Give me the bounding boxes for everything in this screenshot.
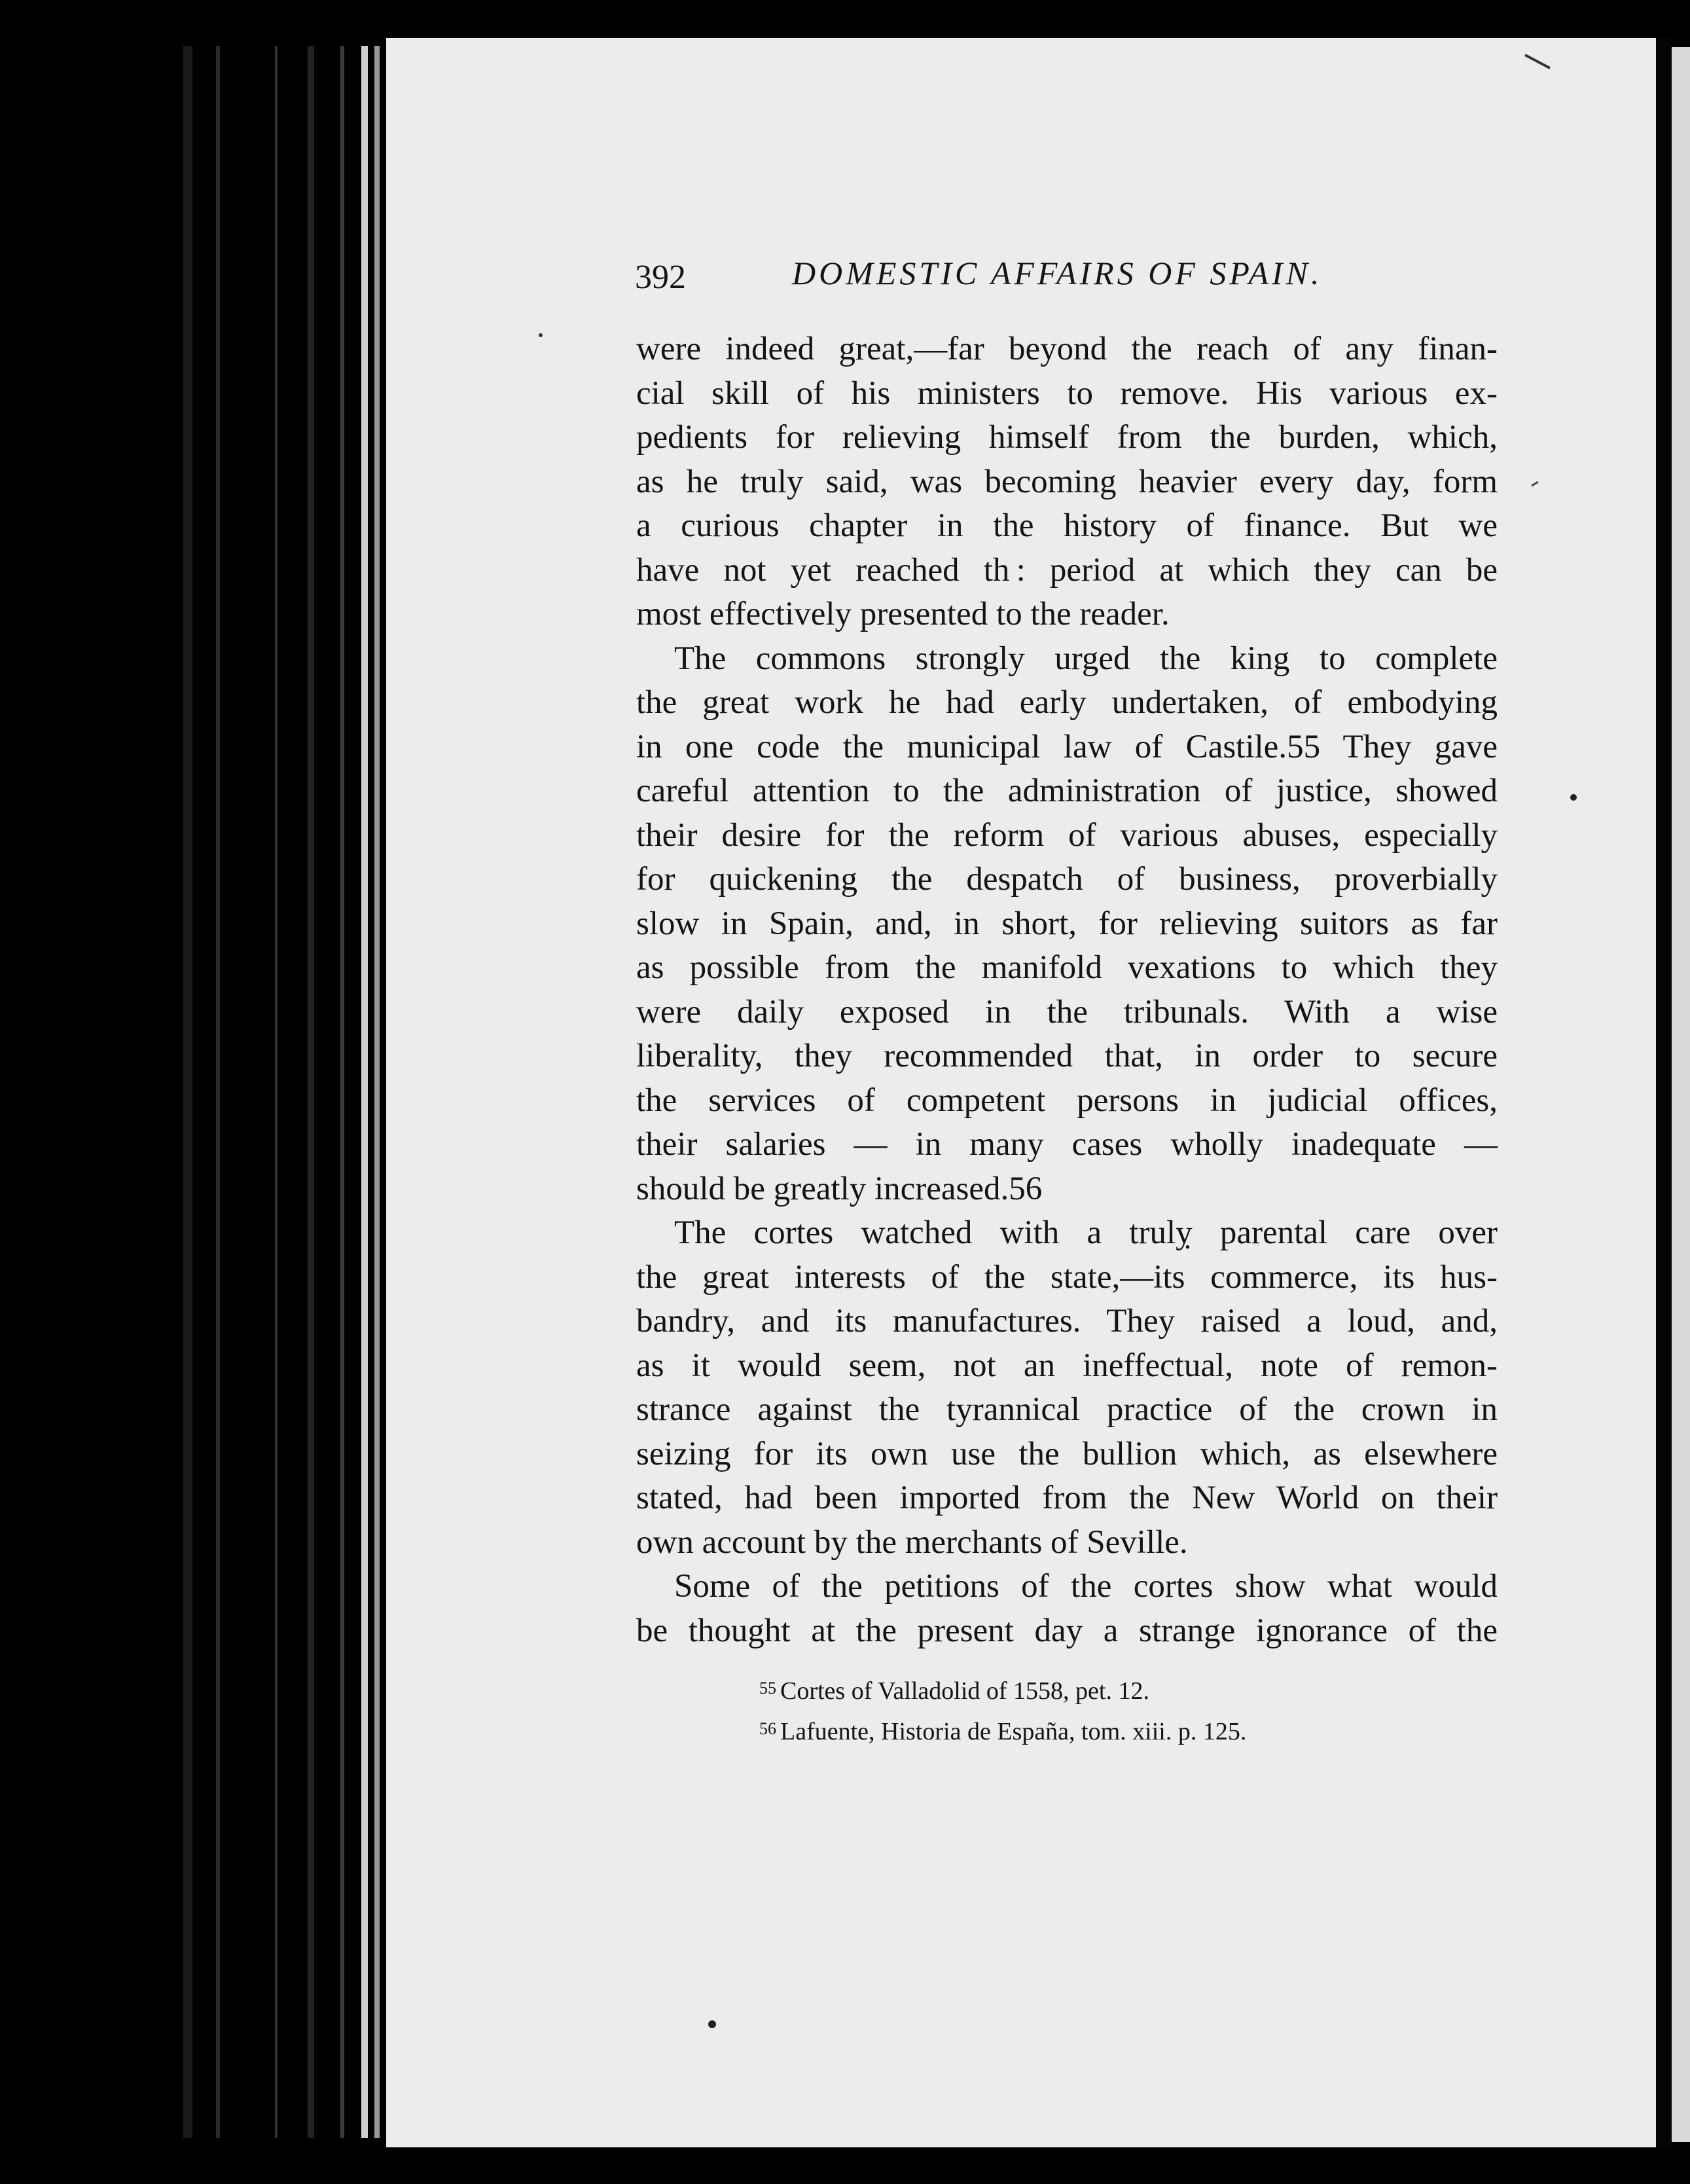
text-line: strance against the tyrannical practice of the crown in <box>636 1391 1498 1428</box>
footnote <box>759 1669 1414 1710</box>
text-line: were indeed great,—far beyond the reach of any finan- <box>636 331 1498 367</box>
page-stack-edge <box>340 46 344 2138</box>
text-line: the great work he had early undertaken, of embodying <box>636 684 1498 721</box>
page-header <box>635 254 1499 306</box>
text-line: have not yet reached th : period at which they can be <box>636 551 1498 589</box>
page-stack-edge <box>275 46 278 2138</box>
text-line: bandry, and its manufactures. They raised a loud, and, <box>636 1303 1498 1339</box>
footnote <box>759 1710 1414 1751</box>
next-page-edge <box>1672 47 1690 2142</box>
footnote-text: Lafuente, Historia de España, tom. xiii. p. 125. <box>780 1718 1247 1745</box>
text-line: Some of the petitions of the cortes show what would <box>674 1568 1498 1605</box>
text-line: as he truly said, was becoming heavier every day, form <box>636 463 1498 500</box>
text-line: most effectively presented to the reader. <box>636 596 1170 632</box>
text-line: The commons strongly urged the king to complete <box>674 640 1498 677</box>
page-stack-edge <box>216 46 220 2138</box>
footnote-mark: 55 <box>759 1679 776 1698</box>
text-line: as possible from the manifold vexations to which they <box>636 949 1498 986</box>
text-line: for quickening the despatch of business, proverbially <box>636 861 1498 898</box>
text-line: be thought at the present day a strange ignorance of the <box>636 1612 1498 1649</box>
text-line: seizing for its own use the bullion which, as elsewhere <box>636 1435 1498 1472</box>
footnotes <box>759 1669 1414 1751</box>
text-line: stated, had been imported from the New World on their <box>636 1480 1498 1516</box>
page-stack-edge <box>308 46 314 2138</box>
body-text <box>636 327 1498 1653</box>
text-line: their salaries — in many cases wholly inadequate — <box>636 1126 1498 1163</box>
text-line: should be greatly increased.56 <box>636 1170 1043 1207</box>
page-stack-edge <box>361 46 368 2138</box>
page-number: 392 <box>635 259 686 296</box>
text-line: The cortes watched with a trulỵ parental care over <box>674 1214 1498 1251</box>
text-line: the great interests of the state,—its commerce, its hus- <box>636 1258 1498 1296</box>
footnote-text: Cortes of Valladolid of 1558, pet. 12. <box>780 1677 1149 1705</box>
text-line: the services of competent persons in judicial offices, <box>636 1082 1498 1119</box>
footnote-mark: 56 <box>759 1719 776 1738</box>
text-line: pedients for relieving himself from the burden, which, <box>636 419 1498 456</box>
text-line: a curious chapter in the history of finance. But we <box>636 507 1498 544</box>
running-head: DOMESTIC AFFAIRS OF SPAIN. <box>792 255 1323 291</box>
text-line: slow in Spain, and, in short, for relieving suitors as far <box>636 905 1498 942</box>
page-stack-edge <box>183 46 192 2138</box>
text-line: their desire for the reform of various abuses, especially <box>636 816 1498 854</box>
text-line: were daily exposed in the tribunals. With a wise <box>636 993 1498 1030</box>
text-line: cial skill of his ministers to remove. His various ex- <box>636 374 1498 412</box>
page-gutter <box>1656 38 1672 2147</box>
text-line: as it would seem, not an ineffectual, note of remon- <box>636 1347 1498 1384</box>
text-line: careful attention to the administration of justice, showed <box>636 773 1498 809</box>
text-line: own account by the merchants of Seville. <box>636 1523 1188 1561</box>
page-stack-edge <box>374 46 380 2138</box>
text-line: in one code the municipal law of Castile.55 They gave <box>636 728 1498 765</box>
text-line: liberality, they recommended that, in order to secure <box>636 1038 1498 1074</box>
